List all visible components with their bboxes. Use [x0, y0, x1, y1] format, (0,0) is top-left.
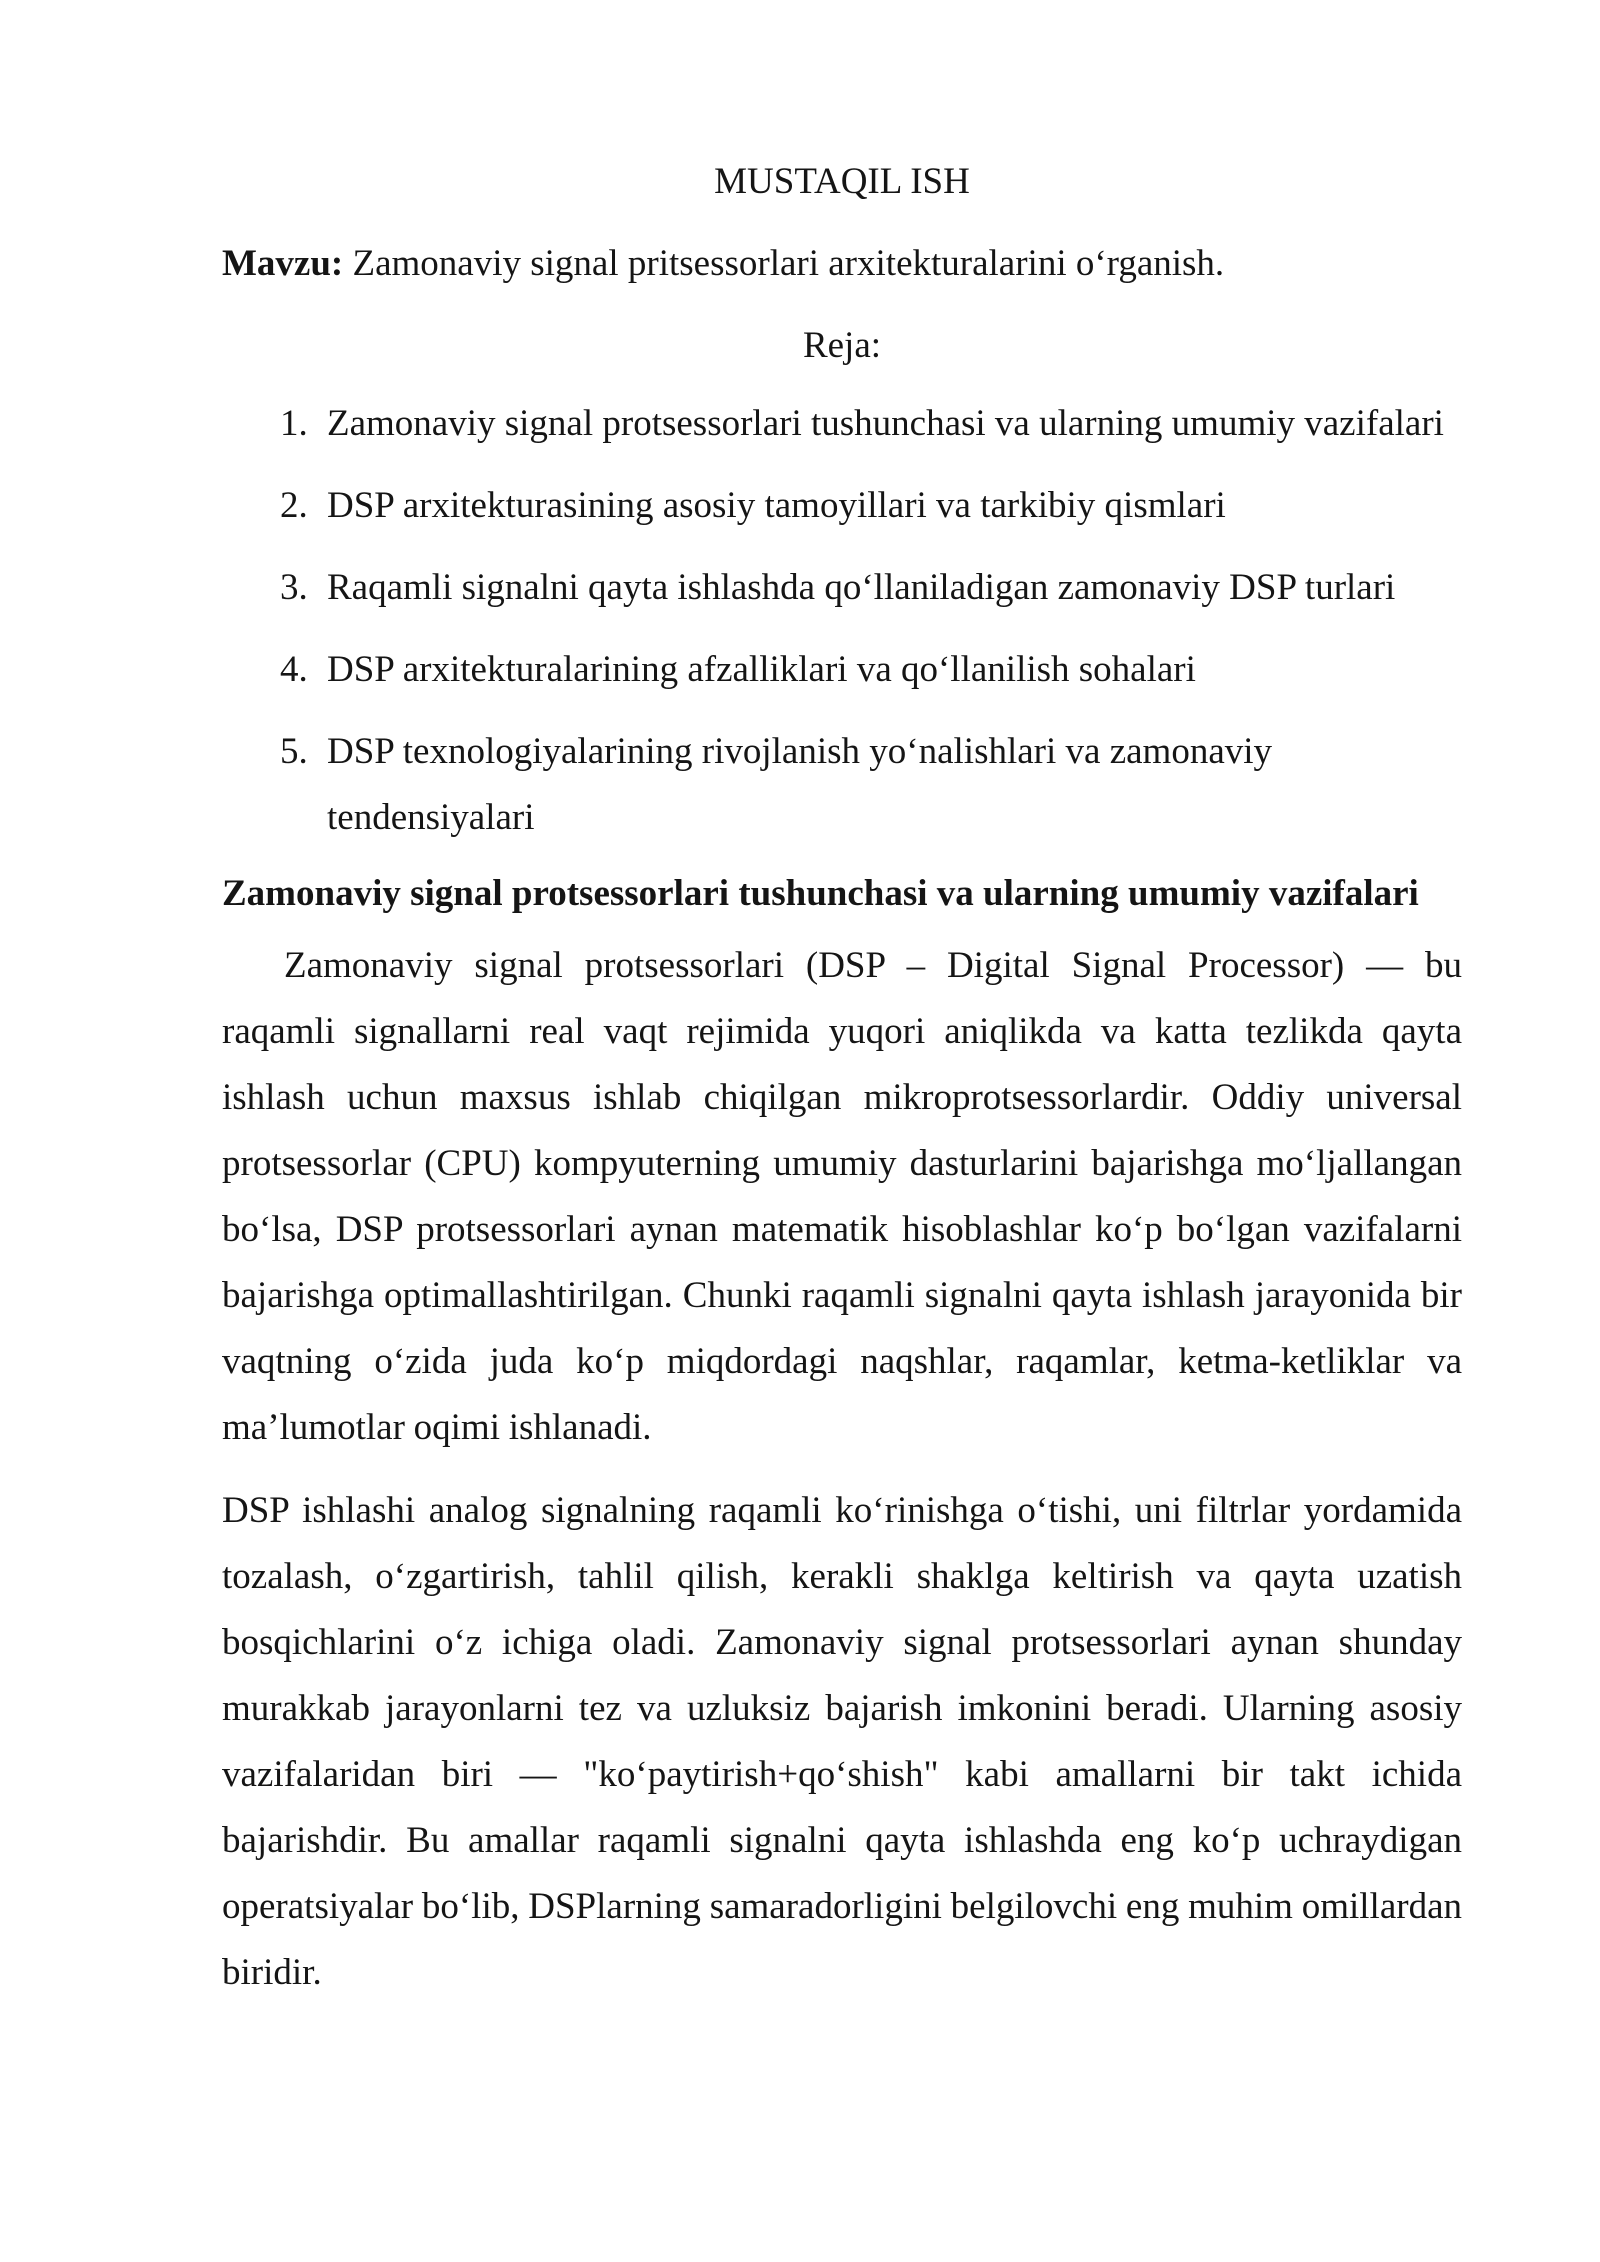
plan-list: [222, 391, 1462, 851]
plan-item-5-number: 5.: [280, 731, 308, 772]
plan-item-1: [222, 391, 1462, 457]
plan-heading: Reja:: [802, 325, 882, 366]
section-heading: Zamonaviy signal protsessorlari tushunchasi va ularning umumiy vazifalari: [222, 873, 1419, 914]
topic-text: Zamonaviy signal pritsessorlari arxitekturalarini o‘rganish.: [352, 243, 1225, 284]
plan-item-5: [222, 719, 1462, 851]
topic-line: [222, 231, 1462, 297]
document-title: MUSTAQIL ISH: [714, 161, 970, 202]
plan-item-4: [222, 637, 1462, 703]
plan-item-2: [222, 473, 1462, 539]
plan-item-4-number: 4.: [280, 649, 308, 690]
plan-item-4-text: DSP arxitekturalarining afzalliklari va qo‘llanilish sohalari: [327, 649, 1196, 690]
plan-item-1-text: Zamonaviy signal protsessorlari tushunchasi va ularning umumiy vazifalari: [327, 403, 1444, 444]
document-content: [222, 0, 1462, 2006]
paragraph-2: DSP ishlashi analog signalning raqamli ko‘rinishga o‘tishi, uni filtrlar yordamida tozalash, o‘zgartirish, tahlil qilish, kerakli shaklga keltirish va qayta uzatish bosqichlarini o‘z ichiga oladi. Zamonaviy signal protsessorlari aynan shunday murakkab jarayonlarni tez va uzluksiz bajarish imkonini beradi. Ularning asosiy vazifalaridan biri — "ko‘paytirish+qo‘shish" kabi amallarni bir takt ichida bajarishdir. Bu amallar raqamli signalni qayta ishlashda eng ko‘p uchraydigan operatsiyalar bo‘lib, DSPlarning samaradorligini belgilovchi eng muhim omillardan biridir.: [222, 1490, 1462, 1993]
topic-label: Mavzu:: [222, 243, 344, 284]
plan-item-3: [222, 555, 1462, 621]
plan-item-2-text: DSP arxitekturasining asosiy tamoyillari va tarkibiy qismlari: [327, 485, 1226, 526]
plan-item-3-text: Raqamli signalni qayta ishlashda qo‘llaniladigan zamonaviy DSP turlari: [327, 567, 1396, 608]
plan-item-3-number: 3.: [280, 567, 308, 608]
plan-item-2-number: 2.: [280, 485, 308, 526]
plan-item-5-text: DSP texnologiyalarining rivojlanish yo‘nalishlari va zamonaviy tendensiyalari: [327, 731, 1273, 838]
paragraph-1: Zamonaviy signal protsessorlari (DSP – Digital Signal Processor) — bu raqamli signallarni real vaqt rejimida yuqori aniqlikda va katta tezlikda qayta ishlash uchun maxsus ishlab chiqilgan mikroprotsessorlardir. Oddiy universal protsessorlar (CPU) kompyuterning umumiy dasturlarini bajarishga mo‘ljallangan bo‘lsa, DSP protsessorlari aynan matematik hisoblashlar ko‘p bo‘lgan vazifalarni bajarishga optimallashtirilgan. Chunki raqamli signalni qayta ishlash jarayonida bir vaqtning o‘zida juda ko‘p miqdordagi naqshlar, raqamlar, ketma-ketliklar va ma’lumotlar oqimi ishlanadi.: [222, 945, 1462, 1448]
plan-item-1-number: 1.: [280, 403, 308, 444]
